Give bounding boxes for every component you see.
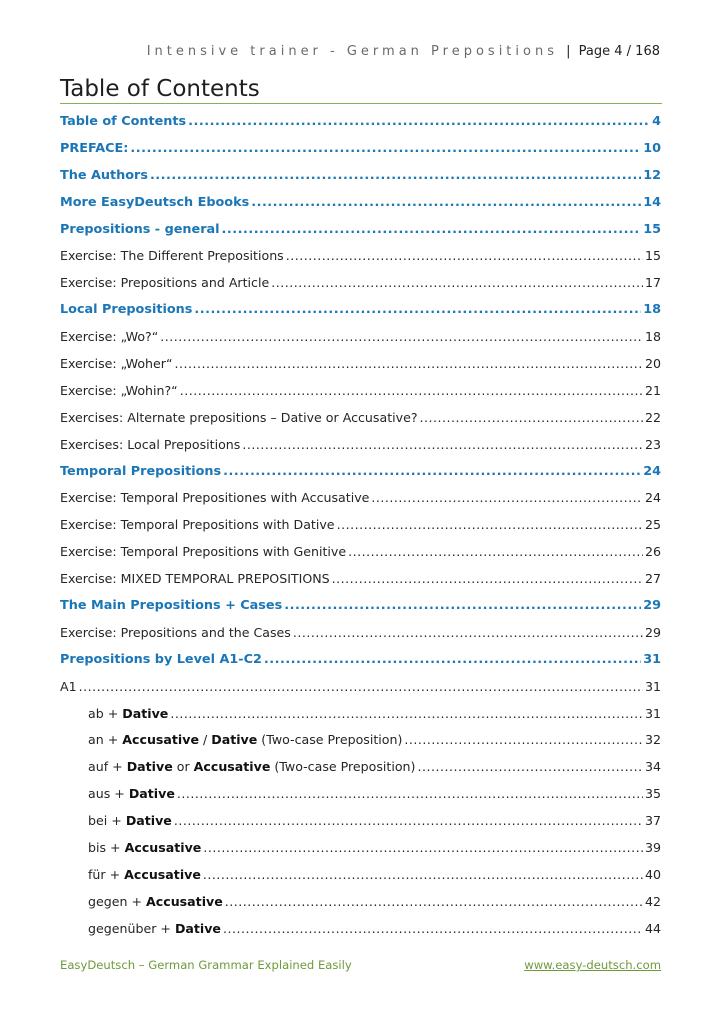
toc-entry[interactable] <box>60 754 661 781</box>
toc-entry-label: A1 <box>60 678 77 694</box>
toc-entry-page-number: 27 <box>644 571 661 587</box>
label-text: gegen + <box>88 893 147 909</box>
toc-entry-page-number: 24 <box>643 463 661 479</box>
toc-entry-label <box>88 835 201 862</box>
toc-entry-label <box>88 727 402 754</box>
label-text: / <box>199 732 212 748</box>
toc-entry-label <box>88 781 175 808</box>
toc-entry-page-number: 24 <box>644 490 661 506</box>
toc-entry-page-number: 18 <box>644 329 661 345</box>
toc-entry[interactable] <box>60 566 661 593</box>
toc-entry-page-number: 31 <box>644 678 661 694</box>
toc-entry[interactable] <box>60 217 661 244</box>
toc-entry-page-number: 29 <box>643 598 661 614</box>
toc-entry-page-number: 29 <box>644 624 661 640</box>
toc-entry[interactable] <box>60 324 661 351</box>
toc-entry-label: Exercise: The Different Prepositions <box>60 248 284 264</box>
header-separator: | <box>566 44 571 59</box>
toc-entry-label: Exercises: Local Prepositions <box>60 436 241 452</box>
toc-entry-label <box>88 916 221 943</box>
toc-entry-label: Exercise: MIXED TEMPORAL PREPOSITIONS <box>60 571 330 587</box>
toc-entry-page-number: 39 <box>644 840 661 856</box>
toc-entry[interactable] <box>60 916 661 943</box>
toc-entry-label: Local Prepositions <box>60 302 193 318</box>
dot-leader <box>130 136 641 163</box>
dot-leader <box>174 808 643 835</box>
label-text: (Two-case Preposition) <box>270 759 416 775</box>
case-keyword: Dative <box>126 759 173 775</box>
toc-entry-label: More EasyDeutsch Ebooks <box>60 194 250 210</box>
toc-entry[interactable] <box>60 351 661 378</box>
dot-leader <box>223 459 641 486</box>
toc-entry[interactable] <box>60 835 661 862</box>
page-title: Table of Contents <box>60 76 260 102</box>
toc-entry-page-number: 44 <box>644 920 661 936</box>
toc-entry-page-number: 4 <box>652 114 661 129</box>
table-of-contents <box>60 109 661 943</box>
label-text: or <box>172 759 194 775</box>
dot-leader <box>223 916 643 943</box>
dot-leader <box>404 727 643 754</box>
label-text: ab + <box>88 705 123 721</box>
dot-leader <box>222 217 642 244</box>
case-keyword: Dative <box>122 705 169 721</box>
toc-entry[interactable] <box>60 862 661 889</box>
toc-entry[interactable] <box>60 109 661 136</box>
toc-entry[interactable] <box>60 889 661 916</box>
case-keyword: Dative <box>128 786 175 802</box>
toc-entry[interactable] <box>60 243 661 270</box>
toc-entry[interactable] <box>60 163 661 190</box>
toc-entry[interactable] <box>60 136 661 163</box>
toc-entry[interactable] <box>60 727 661 754</box>
toc-entry-page-number: 31 <box>644 705 661 721</box>
case-keyword: Accusative <box>124 840 202 856</box>
toc-entry[interactable] <box>60 512 661 539</box>
toc-entry-page-number: 17 <box>644 275 661 291</box>
dot-leader <box>420 405 643 432</box>
dot-leader <box>251 190 641 217</box>
page-number: Page 4 / 168 <box>578 44 660 59</box>
header-title: Intensive trainer - German Prepositions <box>146 44 558 59</box>
toc-entry-label: Exercise: „Woher“ <box>60 356 173 372</box>
dot-leader <box>337 512 643 539</box>
footer-tagline: EasyDeutsch – German Grammar Explained Easily <box>60 958 352 972</box>
label-text: für + <box>88 866 125 882</box>
toc-entry-page-number: 18 <box>643 302 661 318</box>
toc-entry-page-number: 21 <box>644 382 661 398</box>
dot-leader <box>371 485 643 512</box>
dot-leader <box>170 701 643 728</box>
toc-entry-label: PREFACE: <box>60 140 129 156</box>
toc-entry-page-number: 40 <box>644 866 661 882</box>
toc-entry-page-number: 20 <box>644 356 661 372</box>
toc-entry-page-number: 10 <box>643 140 661 156</box>
toc-entry-page-number: 31 <box>643 651 661 667</box>
case-keyword: Accusative <box>193 759 271 775</box>
dot-leader <box>284 593 641 620</box>
toc-entry[interactable] <box>60 405 661 432</box>
toc-entry-label: Prepositions by Level A1-C2 <box>60 651 262 667</box>
toc-entry-page-number: 26 <box>644 544 661 560</box>
toc-entry[interactable] <box>60 485 661 512</box>
dot-leader <box>194 297 641 324</box>
toc-entry[interactable] <box>60 647 661 674</box>
toc-entry-page-number: 12 <box>643 167 661 183</box>
toc-entry[interactable] <box>60 593 661 620</box>
toc-entry[interactable] <box>60 190 661 217</box>
toc-entry[interactable] <box>60 459 661 486</box>
toc-entry-page-number: 35 <box>644 786 661 802</box>
dot-leader <box>177 781 643 808</box>
label-text: aus + <box>88 786 129 802</box>
toc-entry-page-number: 14 <box>643 194 661 210</box>
toc-entry-page-number: 22 <box>644 409 661 425</box>
dot-leader <box>286 243 643 270</box>
toc-entry-label <box>88 701 168 728</box>
dot-leader <box>225 889 643 916</box>
toc-entry-label: Exercises: Alternate prepositions – Dative or Accusative? <box>60 409 418 425</box>
toc-entry-label: Exercise: Prepositions and Article <box>60 275 270 291</box>
toc-entry-label: Exercise: „Wo?“ <box>60 329 159 345</box>
toc-entry[interactable] <box>60 378 661 405</box>
toc-entry[interactable] <box>60 808 661 835</box>
label-text: an + <box>88 732 123 748</box>
toc-entry-label <box>88 889 223 916</box>
dot-leader <box>79 674 643 701</box>
dot-leader <box>332 566 643 593</box>
toc-entry-page-number: 37 <box>644 813 661 829</box>
label-text: (Two-case Preposition) <box>257 732 403 748</box>
toc-entry-label <box>88 754 415 781</box>
label-text: bei + <box>88 813 126 829</box>
running-header <box>147 44 660 59</box>
dot-leader <box>203 862 643 889</box>
toc-entry-page-number: 15 <box>643 221 661 237</box>
dot-leader <box>264 647 641 674</box>
toc-entry-page-number: 42 <box>644 893 661 909</box>
footer-website-link[interactable]: www.easy-deutsch.com <box>524 958 661 972</box>
dot-leader <box>348 539 643 566</box>
case-keyword: Dative <box>125 813 172 829</box>
label-text: gegenüber + <box>88 920 175 936</box>
label-text: bis + <box>88 840 125 856</box>
dot-leader <box>180 378 643 405</box>
title-underline <box>60 103 662 104</box>
toc-entry[interactable] <box>60 297 661 324</box>
toc-entry-label: The Main Prepositions + Cases <box>60 598 283 614</box>
toc-entry[interactable] <box>60 539 661 566</box>
dot-leader <box>293 620 643 647</box>
toc-entry-label: The Authors <box>60 167 148 183</box>
dot-leader <box>417 754 643 781</box>
dot-leader <box>271 270 643 297</box>
toc-entry-page-number: 23 <box>644 436 661 452</box>
toc-entry-label: Temporal Prepositions <box>60 463 222 479</box>
toc-entry-page-number: 25 <box>644 517 661 533</box>
dot-leader <box>160 324 643 351</box>
toc-entry[interactable] <box>60 432 661 459</box>
dot-leader <box>174 351 642 378</box>
case-keyword: Accusative <box>122 732 199 748</box>
toc-entry-label: Table of Contents <box>60 114 187 129</box>
toc-entry-page-number: 32 <box>644 732 661 748</box>
toc-entry[interactable] <box>60 781 661 808</box>
toc-entry[interactable] <box>60 674 661 701</box>
toc-entry[interactable] <box>60 270 661 297</box>
toc-entry-label <box>88 862 201 889</box>
toc-entry-label: Exercise: Temporal Prepositions with Dative <box>60 517 335 533</box>
toc-entry-label: Exercise: Temporal Prepositions with Genitive <box>60 544 347 560</box>
case-keyword: Dative <box>174 920 221 936</box>
toc-entry-label <box>88 808 172 835</box>
page-footer <box>60 958 661 972</box>
toc-entry-page-number: 34 <box>644 759 661 775</box>
case-keyword: Dative <box>211 732 258 748</box>
toc-entry-label: Exercise: Prepositions and the Cases <box>60 624 291 640</box>
toc-entry-page-number: 15 <box>644 248 661 264</box>
label-text: auf + <box>88 759 127 775</box>
dot-leader <box>242 432 643 459</box>
dot-leader <box>188 109 650 136</box>
toc-entry[interactable] <box>60 620 661 647</box>
case-keyword: Accusative <box>124 866 201 882</box>
toc-entry-label: Exercise: Temporal Prepositiones with Accusative <box>60 490 370 506</box>
toc-entry-label: Exercise: „Wohin?“ <box>60 382 178 398</box>
toc-entry[interactable] <box>60 701 661 728</box>
toc-entry-label: Prepositions - general <box>60 221 220 237</box>
case-keyword: Accusative <box>146 893 223 909</box>
dot-leader <box>203 835 643 862</box>
dot-leader <box>150 163 641 190</box>
